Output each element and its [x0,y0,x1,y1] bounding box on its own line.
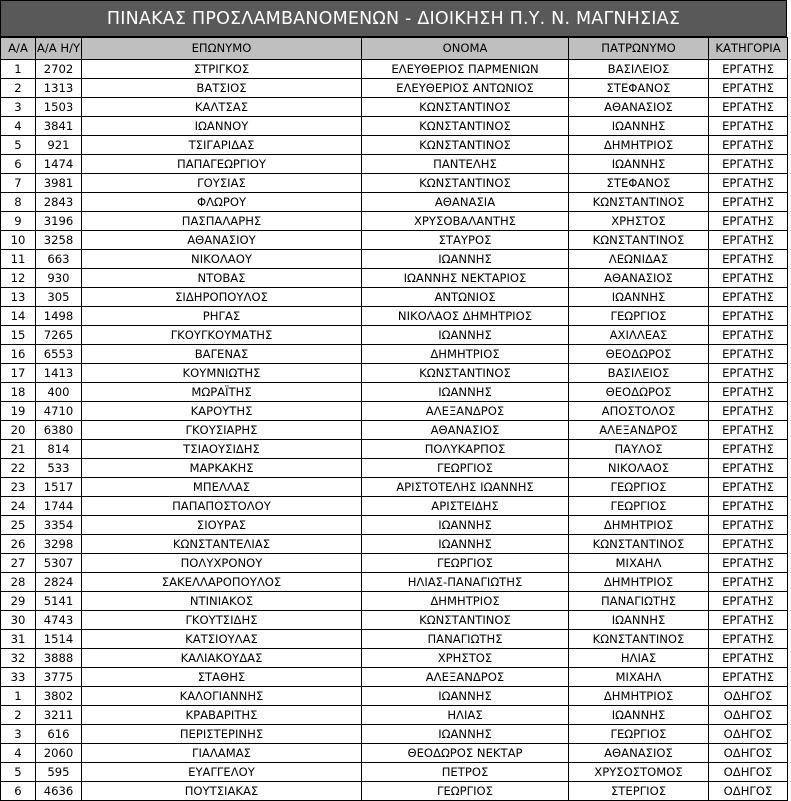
cell-father-name: ΣΤΕΦΑΝΟΣ [569,174,709,193]
cell-category: ΕΡΓΑΤΗΣ [709,60,788,79]
cell-aa: 13 [1,288,36,307]
cell-name: ΙΩΑΝΝΗΣ [362,725,569,744]
cell-name: ΔΗΜΗΤΡΙΟΣ [362,592,569,611]
cell-name: ΑΝΤΩΝΙΟΣ [362,288,569,307]
table-row [1,744,788,763]
cell-surname: ΙΩΑΝΝΟΥ [82,117,362,136]
cell-aa-pc: 4710 [36,402,82,421]
table-body [1,60,788,801]
cell-surname: ΤΣΙΓΑΡΙΔΑΣ [82,136,362,155]
cell-name: ΘΕΟΔΩΡΟΣ ΝΕΚΤΑΡ [362,744,569,763]
cell-surname: ΚΡΑΒΑΡΙΤΗΣ [82,706,362,725]
cell-aa: 31 [1,630,36,649]
cell-category: ΕΡΓΑΤΗΣ [709,459,788,478]
cell-aa: 28 [1,573,36,592]
cell-aa-pc: 3888 [36,649,82,668]
cell-surname: ΠΑΠΑΠΟΣΤΟΛΟΥ [82,497,362,516]
cell-aa-pc: 1503 [36,98,82,117]
cell-name: ΑΛΕΞΑΝΔΡΟΣ [362,668,569,687]
cell-category: ΕΡΓΑΤΗΣ [709,668,788,687]
cell-surname: ΚΩΝΣΤΑΝΤΕΛΙΑΣ [82,535,362,554]
cell-aa-pc: 814 [36,440,82,459]
table-row [1,307,788,326]
cell-category: ΕΡΓΑΤΗΣ [709,193,788,212]
table-row [1,79,788,98]
cell-name: ΙΩΑΝΝΗΣ [362,516,569,535]
cell-name: ΑΡΙΣΤΕΙΔΗΣ [362,497,569,516]
cell-name: ΣΤΑΥΡΟΣ [362,231,569,250]
cell-father-name: ΙΩΑΝΝΗΣ [569,706,709,725]
cell-name: ΑΘΑΝΑΣΙΟΣ [362,421,569,440]
cell-aa: 1 [1,60,36,79]
cell-father-name: ΝΙΚΟΛΑΟΣ [569,459,709,478]
cell-name: ΙΩΑΝΝΗΣ [362,383,569,402]
table-row [1,326,788,345]
table-row [1,345,788,364]
cell-father-name: ΚΩΝΣΤΑΝΤΙΝΟΣ [569,630,709,649]
cell-name: ΓΕΩΡΓΙΟΣ [362,554,569,573]
cell-surname: ΚΑΛΟΓΙΑΝΝΗΣ [82,687,362,706]
table-row [1,725,788,744]
cell-name: ΠΑΝΑΓΙΩΤΗΣ [362,630,569,649]
cell-aa-pc: 3354 [36,516,82,535]
staff-table [0,37,788,801]
table-row [1,269,788,288]
cell-category: ΕΡΓΑΤΗΣ [709,98,788,117]
table-row [1,516,788,535]
cell-aa: 23 [1,478,36,497]
col-header-surname: ΕΠΩΝΥΜΟ [82,38,362,60]
col-header-aa: Α/Α [1,38,36,60]
cell-aa: 1 [1,687,36,706]
table-row [1,497,788,516]
cell-surname: ΑΘΑΝΑΣΙΟΥ [82,231,362,250]
cell-aa-pc: 616 [36,725,82,744]
cell-father-name: ΚΩΝΣΤΑΝΤΙΝΟΣ [569,231,709,250]
cell-aa-pc: 4743 [36,611,82,630]
table-row [1,592,788,611]
cell-aa-pc: 533 [36,459,82,478]
cell-surname: ΡΗΓΑΣ [82,307,362,326]
cell-category: ΕΡΓΑΤΗΣ [709,307,788,326]
table-row [1,402,788,421]
cell-category: ΕΡΓΑΤΗΣ [709,174,788,193]
cell-name: ΠΑΝΤΕΛΗΣ [362,155,569,174]
cell-surname: ΓΙΑΛΑΜΑΣ [82,744,362,763]
cell-category: ΕΡΓΑΤΗΣ [709,421,788,440]
cell-category: ΟΔΗΓΟΣ [709,782,788,801]
col-header-aa-pc: Α/Α Η/Υ [36,38,82,60]
cell-father-name: ΑΠΟΣΤΟΛΟΣ [569,402,709,421]
cell-surname: ΚΑΡΟΥΤΗΣ [82,402,362,421]
cell-surname: ΣΤΑΘΗΣ [82,668,362,687]
cell-father-name: ΑΛΕΞΑΝΔΡΟΣ [569,421,709,440]
cell-category: ΕΡΓΑΤΗΣ [709,516,788,535]
cell-aa: 20 [1,421,36,440]
cell-aa-pc: 2702 [36,60,82,79]
table-row [1,459,788,478]
cell-aa-pc: 3211 [36,706,82,725]
cell-aa-pc: 2060 [36,744,82,763]
cell-aa-pc: 3258 [36,231,82,250]
cell-father-name: ΔΗΜΗΤΡΙΟΣ [569,516,709,535]
cell-father-name: ΛΕΩΝΙΔΑΣ [569,250,709,269]
cell-name: ΚΩΝΣΤΑΝΤΙΝΟΣ [362,174,569,193]
cell-name: ΠΟΛΥΚΑΡΠΟΣ [362,440,569,459]
cell-name: ΚΩΝΣΤΑΝΤΙΝΟΣ [362,364,569,383]
cell-surname: ΣΙΟΥΡΑΣ [82,516,362,535]
cell-name: ΑΡΙΣΤΟΤΕΛΗΣ ΙΩΑΝΝΗΣ [362,478,569,497]
cell-aa-pc: 4636 [36,782,82,801]
cell-surname: ΒΑΤΣΙΟΣ [82,79,362,98]
cell-father-name: ΓΕΩΡΓΙΟΣ [569,307,709,326]
table-row [1,136,788,155]
cell-father-name: ΣΤΕΡΓΙΟΣ [569,782,709,801]
cell-aa-pc: 663 [36,250,82,269]
cell-father-name: ΘΕΟΔΩΡΟΣ [569,345,709,364]
cell-aa: 12 [1,269,36,288]
cell-aa: 26 [1,535,36,554]
cell-surname: ΝΤΙΝΙΑΚΟΣ [82,592,362,611]
table-row [1,250,788,269]
cell-father-name: ΜΙΧΑΗΛ [569,668,709,687]
cell-father-name: ΠΑΥΛΟΣ [569,440,709,459]
cell-surname: ΠΕΡΙΣΤΕΡΙΝΗΣ [82,725,362,744]
cell-father-name: ΙΩΑΝΝΗΣ [569,288,709,307]
cell-surname: ΠΟΥΤΣΙΑΚΑΣ [82,782,362,801]
cell-aa: 25 [1,516,36,535]
cell-father-name: ΑΘΑΝΑΣΙΟΣ [569,269,709,288]
cell-category: ΕΡΓΑΤΗΣ [709,364,788,383]
cell-father-name: ΧΡΗΣΤΟΣ [569,212,709,231]
table-row [1,193,788,212]
cell-category: ΕΡΓΑΤΗΣ [709,326,788,345]
cell-category: ΕΡΓΑΤΗΣ [709,611,788,630]
cell-father-name: ΑΘΑΝΑΣΙΟΣ [569,744,709,763]
header-row [1,38,788,60]
cell-surname: ΜΑΡΚΑΚΗΣ [82,459,362,478]
cell-surname: ΚΑΛΙΑΚΟΥΔΑΣ [82,649,362,668]
table-row [1,98,788,117]
cell-surname: ΓΚΟΥΣΙΑΡΗΣ [82,421,362,440]
cell-surname: ΓΟΥΣΙΑΣ [82,174,362,193]
cell-name: ΑΘΑΝΑΣΙΑ [362,193,569,212]
col-header-name: ΟΝΟΜΑ [362,38,569,60]
cell-father-name: ΚΩΝΣΤΑΝΤΙΝΟΣ [569,193,709,212]
cell-aa: 4 [1,117,36,136]
cell-father-name: ΔΗΜΗΤΡΙΟΣ [569,687,709,706]
cell-aa: 16 [1,345,36,364]
cell-surname: ΚΟΥΜΝΙΩΤΗΣ [82,364,362,383]
cell-aa: 2 [1,706,36,725]
cell-father-name: ΙΩΑΝΝΗΣ [569,117,709,136]
cell-name: ΧΡΗΣΤΟΣ [362,649,569,668]
cell-category: ΕΡΓΑΤΗΣ [709,250,788,269]
cell-surname: ΚΑΛΤΣΑΣ [82,98,362,117]
table-row [1,383,788,402]
cell-category: ΟΔΗΓΟΣ [709,744,788,763]
table-title: ΠΙΝΑΚΑΣ ΠΡΟΣΛΑΜΒΑΝΟΜΕΝΩΝ - ΔΙΟΙΚΗΣΗ Π.Υ. Ν. ΜΑΓΝΗΣΙΑΣ [0,0,787,37]
cell-aa: 3 [1,98,36,117]
cell-aa-pc: 5141 [36,592,82,611]
table-row [1,611,788,630]
cell-aa-pc: 400 [36,383,82,402]
cell-aa: 11 [1,250,36,269]
table-row [1,554,788,573]
cell-aa-pc: 7265 [36,326,82,345]
table-row [1,421,788,440]
cell-aa: 21 [1,440,36,459]
cell-aa-pc: 3802 [36,687,82,706]
cell-surname: ΓΚΟΥΤΣΙΔΗΣ [82,611,362,630]
cell-aa: 15 [1,326,36,345]
cell-aa-pc: 2824 [36,573,82,592]
cell-name: ΚΩΝΣΤΑΝΤΙΝΟΣ [362,136,569,155]
cell-aa-pc: 3298 [36,535,82,554]
cell-surname: ΠΑΠΑΓΕΩΡΓΙΟΥ [82,155,362,174]
cell-aa-pc: 930 [36,269,82,288]
cell-name: ΑΛΕΞΑΝΔΡΟΣ [362,402,569,421]
cell-father-name: ΑΧΙΛΛΕΑΣ [569,326,709,345]
cell-name: ΙΩΑΝΝΗΣ [362,326,569,345]
cell-name: ΚΩΝΣΤΑΝΤΙΝΟΣ [362,611,569,630]
cell-name: ΔΗΜΗΤΡΙΟΣ [362,345,569,364]
cell-name: ΝΙΚΟΛΑΟΣ ΔΗΜΗΤΡΙΟΣ [362,307,569,326]
cell-category: ΕΡΓΑΤΗΣ [709,440,788,459]
cell-category: ΟΔΗΓΟΣ [709,763,788,782]
table-row [1,60,788,79]
cell-category: ΕΡΓΑΤΗΣ [709,649,788,668]
cell-category: ΕΡΓΑΤΗΣ [709,478,788,497]
cell-aa-pc: 1744 [36,497,82,516]
cell-aa-pc: 1498 [36,307,82,326]
cell-father-name: ΓΕΩΡΓΙΟΣ [569,725,709,744]
cell-category: ΕΡΓΑΤΗΣ [709,269,788,288]
cell-aa: 32 [1,649,36,668]
cell-father-name: ΣΤΕΦΑΝΟΣ [569,79,709,98]
cell-name: ΕΛΕΥΘΕΡΙΟΣ ΑΝΤΩΝΙΟΣ [362,79,569,98]
table-row [1,288,788,307]
cell-name: ΙΩΑΝΝΗΣ ΝΕΚΤΑΡΙΟΣ [362,269,569,288]
table-row [1,687,788,706]
cell-name: ΙΩΑΝΝΗΣ [362,535,569,554]
cell-aa: 17 [1,364,36,383]
cell-category: ΕΡΓΑΤΗΣ [709,573,788,592]
table-row [1,174,788,193]
cell-aa: 6 [1,782,36,801]
table-row [1,535,788,554]
cell-father-name: ΘΕΟΔΩΡΟΣ [569,383,709,402]
cell-surname: ΜΩΡΑΪΤΗΣ [82,383,362,402]
table-row [1,155,788,174]
table-row [1,440,788,459]
cell-aa-pc: 2843 [36,193,82,212]
table-row [1,706,788,725]
cell-surname: ΦΛΩΡΟΥ [82,193,362,212]
cell-surname: ΠΟΛΥΧΡΟΝΟΥ [82,554,362,573]
cell-aa: 9 [1,212,36,231]
cell-father-name: ΗΛΙΑΣ [569,649,709,668]
cell-category: ΕΡΓΑΤΗΣ [709,383,788,402]
table-row [1,364,788,383]
table-row [1,649,788,668]
cell-aa: 29 [1,592,36,611]
cell-aa-pc: 305 [36,288,82,307]
cell-aa-pc: 3981 [36,174,82,193]
cell-aa-pc: 5307 [36,554,82,573]
cell-aa: 5 [1,136,36,155]
table-row [1,630,788,649]
col-header-father-name: ΠΑΤΡΩΝΥΜΟ [569,38,709,60]
cell-surname: ΝΙΚΟΛΑΟΥ [82,250,362,269]
cell-father-name: ΒΑΣΙΛΕΙΟΣ [569,364,709,383]
cell-father-name: ΙΩΑΝΝΗΣ [569,155,709,174]
cell-aa-pc: 921 [36,136,82,155]
cell-name: ΠΕΤΡΟΣ [362,763,569,782]
cell-aa-pc: 1313 [36,79,82,98]
cell-surname: ΣΤΡΙΓΚΟΣ [82,60,362,79]
cell-aa-pc: 1514 [36,630,82,649]
cell-category: ΕΡΓΑΤΗΣ [709,79,788,98]
cell-category: ΕΡΓΑΤΗΣ [709,231,788,250]
cell-surname: ΝΤΟΒΑΣ [82,269,362,288]
cell-aa-pc: 1517 [36,478,82,497]
table-row [1,763,788,782]
cell-father-name: ΑΘΑΝΑΣΙΟΣ [569,98,709,117]
cell-category: ΕΡΓΑΤΗΣ [709,535,788,554]
cell-category: ΕΡΓΑΤΗΣ [709,136,788,155]
cell-name: ΙΩΑΝΝΗΣ [362,250,569,269]
cell-category: ΟΔΗΓΟΣ [709,706,788,725]
cell-category: ΟΔΗΓΟΣ [709,687,788,706]
cell-name: ΗΛΙΑΣ-ΠΑΝΑΓΙΩΤΗΣ [362,573,569,592]
cell-aa: 5 [1,763,36,782]
table-row [1,573,788,592]
cell-surname: ΒΑΓΕΝΑΣ [82,345,362,364]
cell-category: ΕΡΓΑΤΗΣ [709,212,788,231]
table-row [1,212,788,231]
cell-father-name: ΔΗΜΗΤΡΙΟΣ [569,573,709,592]
cell-category: ΕΡΓΑΤΗΣ [709,155,788,174]
cell-category: ΟΔΗΓΟΣ [709,725,788,744]
table-row [1,117,788,136]
cell-father-name: ΙΩΑΝΝΗΣ [569,611,709,630]
cell-father-name: ΚΩΝΣΤΑΝΤΙΝΟΣ [569,535,709,554]
cell-aa: 27 [1,554,36,573]
cell-aa: 2 [1,79,36,98]
cell-father-name: ΜΙΧΑΗΛ [569,554,709,573]
cell-aa-pc: 1474 [36,155,82,174]
cell-category: ΕΡΓΑΤΗΣ [709,630,788,649]
cell-name: ΚΩΝΣΤΑΝΤΙΝΟΣ [362,98,569,117]
cell-aa: 3 [1,725,36,744]
cell-aa-pc: 6380 [36,421,82,440]
cell-aa: 30 [1,611,36,630]
cell-category: ΕΡΓΑΤΗΣ [709,117,788,136]
cell-category: ΕΡΓΑΤΗΣ [709,288,788,307]
table-row [1,231,788,250]
cell-name: ΕΛΕΥΘΕΡΙΟΣ ΠΑΡΜΕΝΙΩΝ [362,60,569,79]
cell-aa: 10 [1,231,36,250]
cell-category: ΕΡΓΑΤΗΣ [709,497,788,516]
cell-surname: ΣΑΚΕΛΛΑΡΟΠΟΥΛΟΣ [82,573,362,592]
cell-name: ΓΕΩΡΓΙΟΣ [362,782,569,801]
cell-name: ΙΩΑΝΝΗΣ [362,687,569,706]
cell-aa: 8 [1,193,36,212]
cell-aa: 18 [1,383,36,402]
col-header-category: ΚΑΤΗΓΟΡΙΑ [709,38,788,60]
cell-category: ΕΡΓΑΤΗΣ [709,402,788,421]
cell-father-name: ΓΕΩΡΓΙΟΣ [569,478,709,497]
cell-name: ΗΛΙΑΣ [362,706,569,725]
cell-name: ΚΩΝΣΤΑΝΤΙΝΟΣ [362,117,569,136]
table-row [1,478,788,497]
cell-aa: 14 [1,307,36,326]
cell-father-name: ΓΕΩΡΓΙΟΣ [569,497,709,516]
cell-surname: ΕΥΑΓΓΕΛΟΥ [82,763,362,782]
cell-surname: ΣΙΔΗΡΟΠΟΥΛΟΣ [82,288,362,307]
cell-surname: ΓΚΟΥΓΚΟΥΜΑΤΗΣ [82,326,362,345]
cell-aa-pc: 6553 [36,345,82,364]
cell-aa-pc: 595 [36,763,82,782]
cell-surname: ΠΑΣΠΑΛΑΡΗΣ [82,212,362,231]
table-row [1,668,788,687]
cell-aa: 4 [1,744,36,763]
cell-category: ΕΡΓΑΤΗΣ [709,592,788,611]
cell-father-name: ΠΑΝΑΓΙΩΤΗΣ [569,592,709,611]
cell-aa: 24 [1,497,36,516]
cell-aa-pc: 3775 [36,668,82,687]
cell-aa: 6 [1,155,36,174]
cell-surname: ΜΠΕΛΛΑΣ [82,478,362,497]
cell-father-name: ΔΗΜΗΤΡΙΟΣ [569,136,709,155]
cell-aa-pc: 1413 [36,364,82,383]
cell-name: ΧΡΥΣΟΒΑΛΑΝΤΗΣ [362,212,569,231]
cell-category: ΕΡΓΑΤΗΣ [709,554,788,573]
cell-surname: ΤΣΙΑΟΥΣΙΔΗΣ [82,440,362,459]
cell-aa: 19 [1,402,36,421]
cell-father-name: ΒΑΣΙΛΕΙΟΣ [569,60,709,79]
cell-father-name: ΧΡΥΣΟΣΤΟΜΟΣ [569,763,709,782]
cell-aa-pc: 3841 [36,117,82,136]
cell-category: ΕΡΓΑΤΗΣ [709,345,788,364]
cell-name: ΓΕΩΡΓΙΟΣ [362,459,569,478]
cell-surname: ΚΑΤΣΙΟΥΛΑΣ [82,630,362,649]
cell-aa: 33 [1,668,36,687]
cell-aa: 7 [1,174,36,193]
cell-aa-pc: 3196 [36,212,82,231]
cell-aa: 22 [1,459,36,478]
